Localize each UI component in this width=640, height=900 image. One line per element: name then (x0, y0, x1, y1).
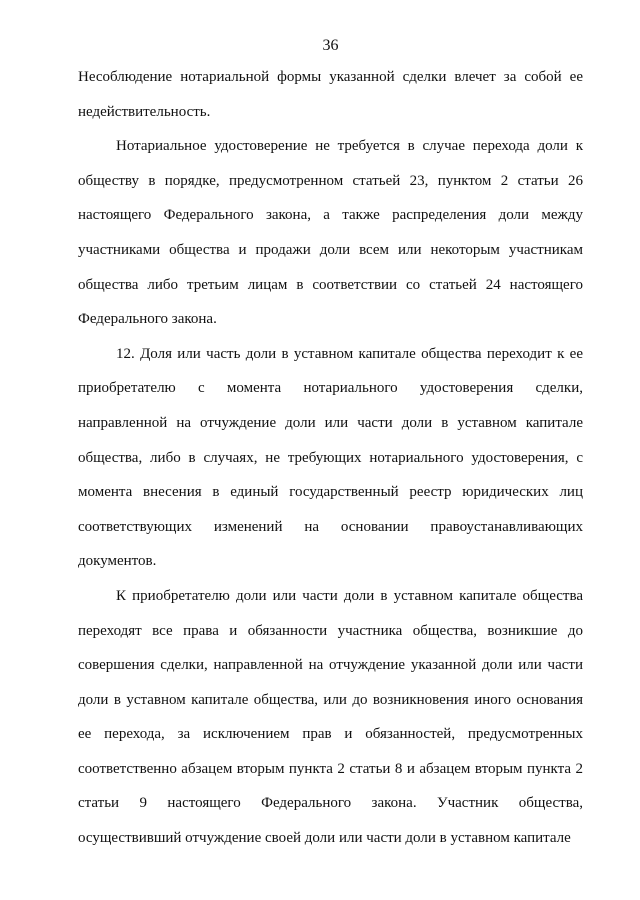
paragraph-acquirer-rights: К приобретателю доли или части доли в уставном капитале общества переходят все права и обязанности участника общества, возникшие до совершения сделки, направленной на отчуждение указанной доли или части доли в уставном капитале общества, или до возникновения иного основания ее перехода, за исключением прав и обязанностей, предусмотренных соответственно абзацем вторым пункта 2 статьи 8 и абзацем вторым пункта 2 статьи 9 настоящего Федерального закона. Участник общества, осуществивший отчуждение своей доли или части доли в уставном капитале (78, 587, 583, 847)
paragraph-nullity: Несоблюдение нотариальной формы указанной сделки влечет за собой ее недействительность. (78, 69, 583, 120)
page-number: 36 (322, 37, 339, 54)
document-page (78, 36, 583, 856)
paragraph-notarization-exemption: Нотариальное удостоверение не требуется в случае перехода доли к обществу в порядке, предусмотренном статьей 23, пунктом 2 статьи 26 настоящего Федерального закона, а также распределения доли между участниками общества и продажи доли всем или некоторым участникам общества либо третьим лицам в соответствии со статьей 24 настоящего Федерального закона. (78, 138, 583, 328)
paragraph-12-share-transfer-moment: 12. Доля или часть доли в уставном капитале общества переходит к ее приобретателю с момента нотариального удостоверения сделки, направленной на отчуждение доли или части доли в уставном капитале общества, либо в случаях, не требующих нотариального удостоверения, с момента внесения в единый государственный реестр юридических лиц соответствующих изменений на основании правоустанавливающих документов. (78, 345, 583, 570)
